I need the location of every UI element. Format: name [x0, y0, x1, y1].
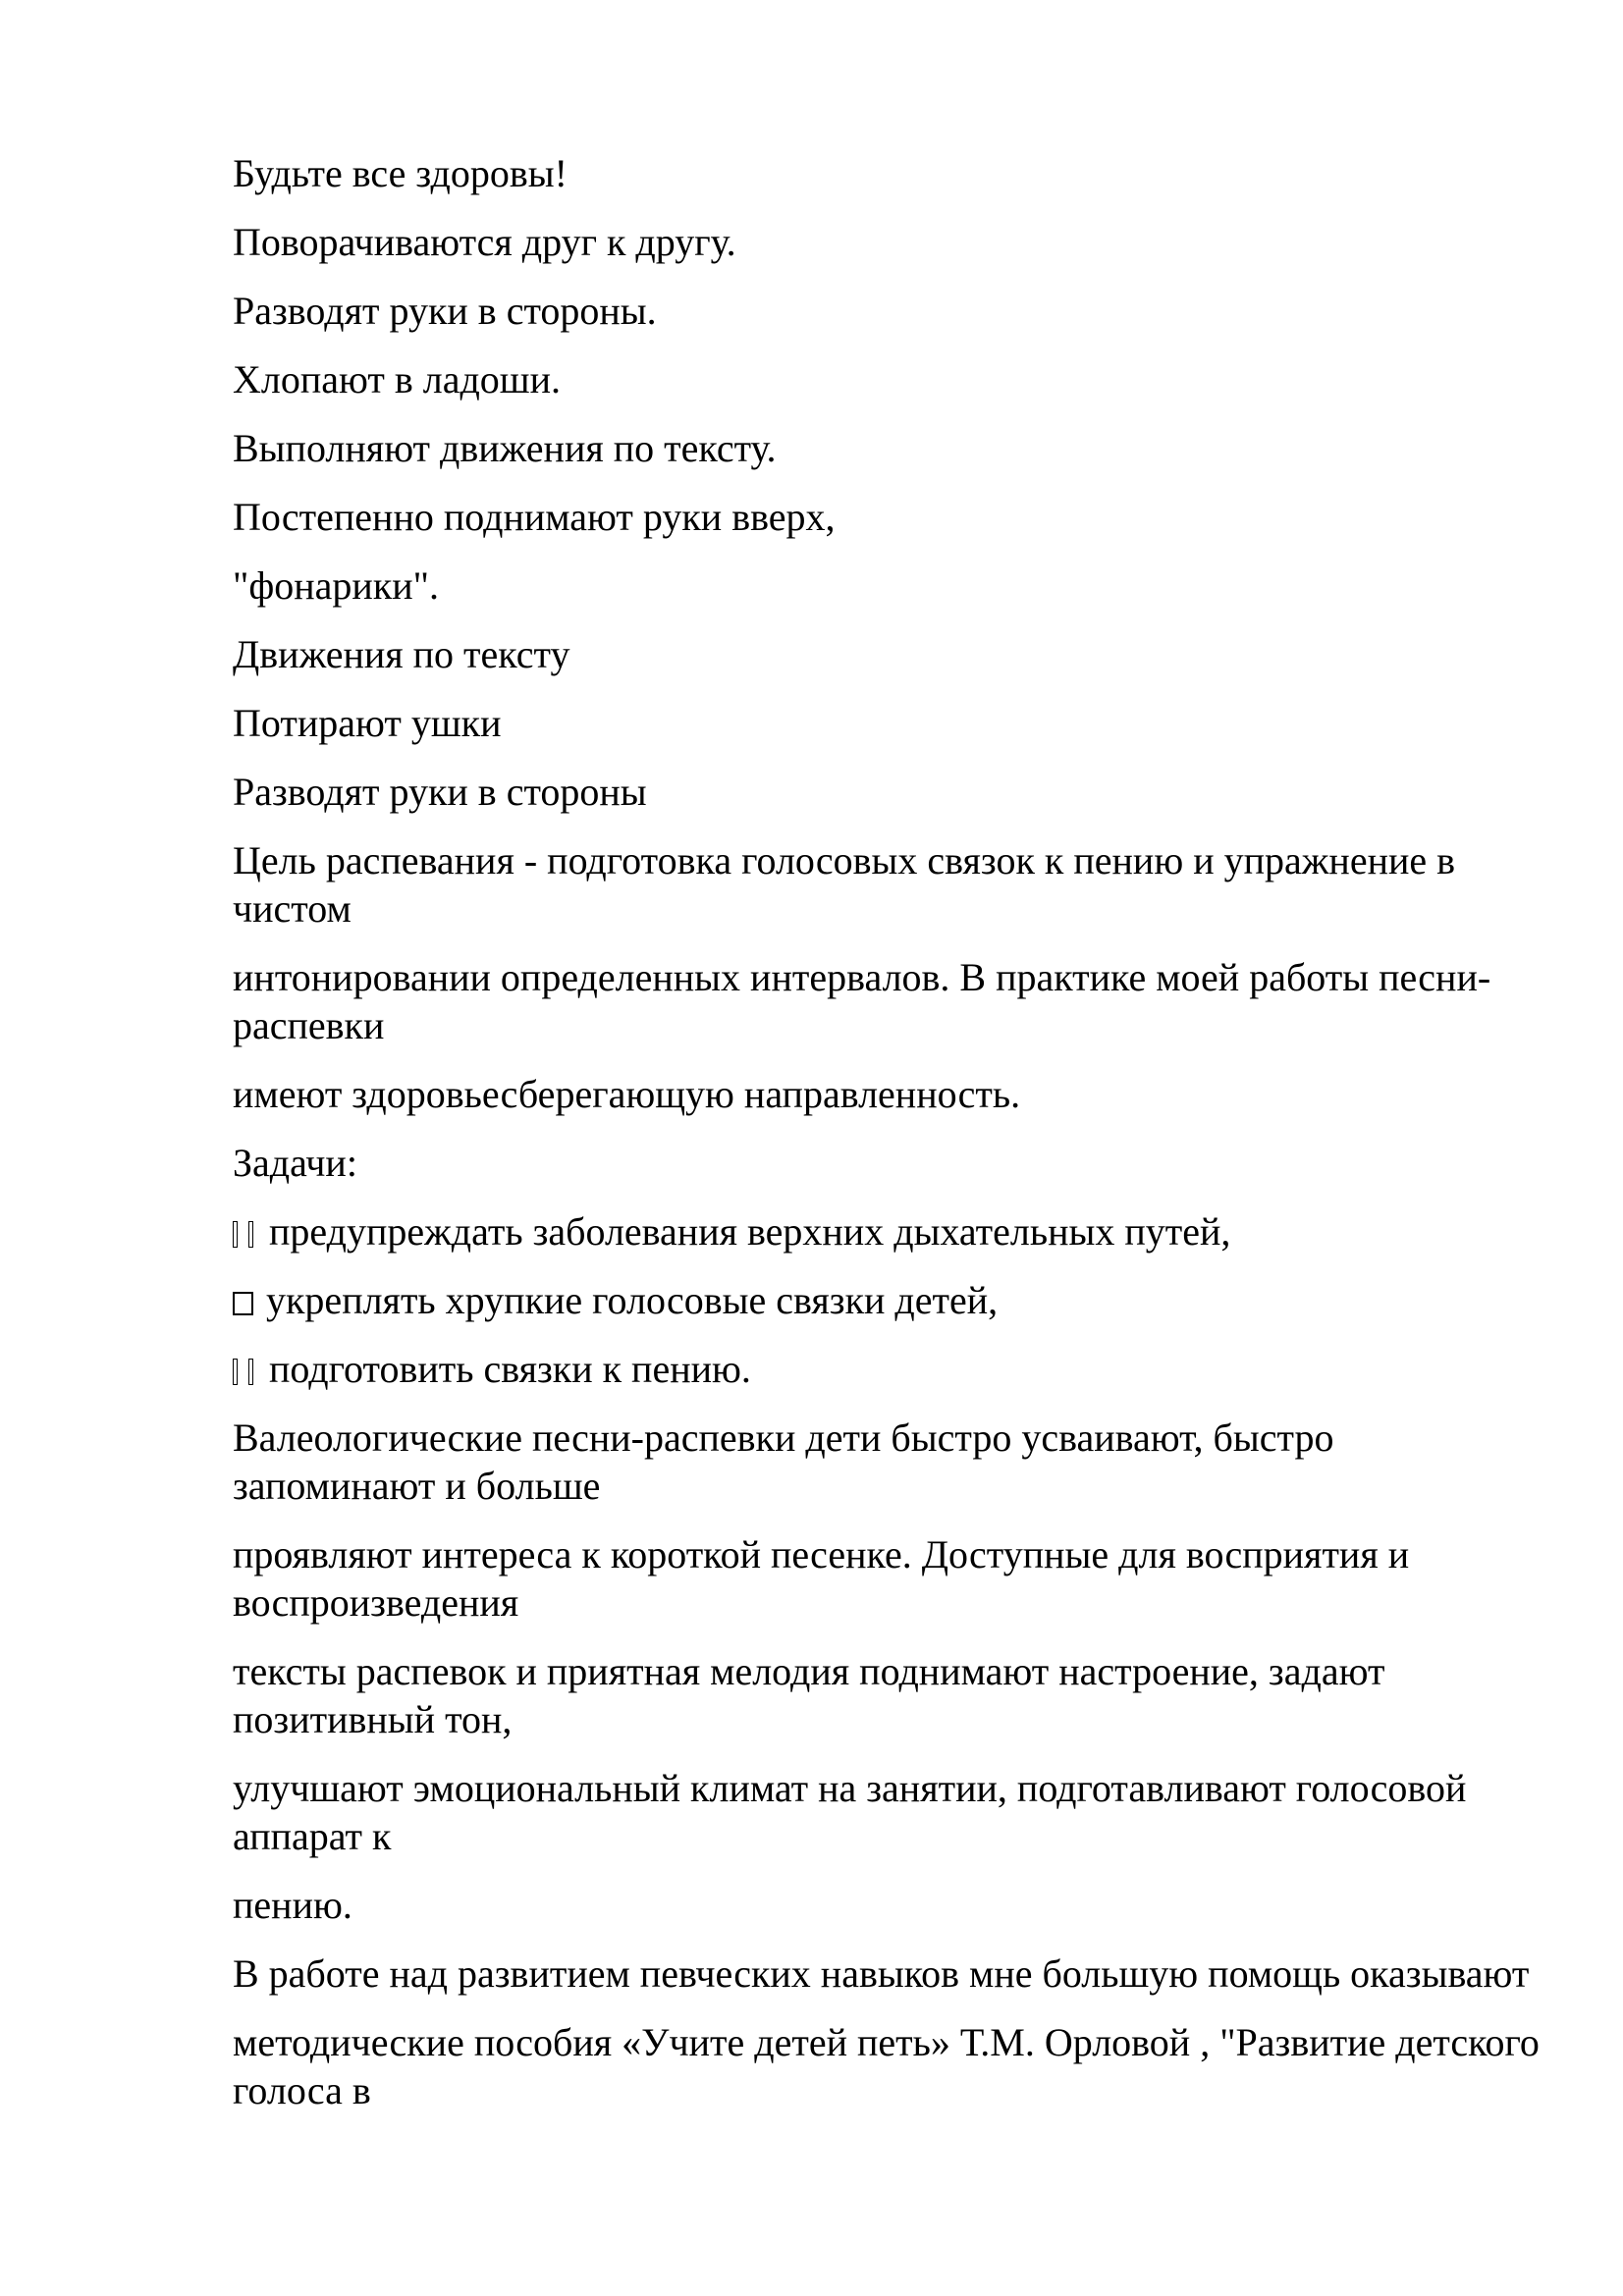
- text-line: [233, 1276, 1509, 1324]
- line-text: Разводят руки в стороны: [233, 770, 647, 814]
- line-text: укреплять хрупкие голосовые связки детей,: [266, 1278, 999, 1322]
- line-text: Постепенно поднимают руки вверх,: [233, 495, 836, 539]
- line-text: Валеологические песни-распевки дети быстро усваивают, быстро: [233, 1415, 1334, 1460]
- paragraph: [233, 1345, 1509, 1393]
- line-text: Цель распевания - подготовка голосовых связок к пению и упражнение в: [233, 838, 1456, 882]
- text-line: [233, 1812, 1509, 1860]
- line-text: запоминают и больше: [233, 1464, 601, 1508]
- paragraph: [233, 493, 1509, 541]
- line-text: Движения по тексту: [233, 632, 570, 676]
- line-text: имеют здоровьесберегающую направленность.: [233, 1072, 1021, 1116]
- paragraph: [233, 355, 1509, 403]
- narrow-tofu-box-icon: [248, 1359, 253, 1385]
- paragraph: [233, 1949, 1530, 1998]
- text-line: [233, 1070, 1509, 1118]
- text-line: [233, 355, 1509, 403]
- paragraph: [233, 1414, 1509, 1510]
- text-line: [233, 1530, 1509, 1578]
- line-text: Разводят руки в стороны.: [233, 289, 657, 333]
- paragraph: [233, 836, 1509, 933]
- paragraph: [233, 1647, 1509, 1743]
- paragraph: [233, 1276, 1509, 1324]
- line-text: проявляют интереса к короткой песенке. Доступные для восприятия и: [233, 1532, 1410, 1576]
- text-line: [233, 2066, 1509, 2114]
- line-text: улучшают эмоциональный климат на занятии, подготавливают голосовой: [233, 1766, 1467, 1810]
- text-line: [233, 1207, 1509, 1255]
- text-line: [233, 1949, 1530, 1998]
- paragraph: [233, 424, 1509, 472]
- line-text: Хлопают в ладоши.: [233, 357, 562, 401]
- text-line: [233, 1695, 1509, 1743]
- text-line: [233, 953, 1509, 1001]
- text-line: [233, 1578, 1509, 1627]
- line-text: воспроизведения: [233, 1580, 519, 1625]
- paragraph: [233, 1139, 1509, 1187]
- line-text: пению.: [233, 1883, 352, 1927]
- text-line: [233, 884, 1509, 933]
- line-text: позитивный тон,: [233, 1697, 513, 1741]
- line-text: интонировании определенных интервалов. В практике моей работы песни-: [233, 955, 1491, 999]
- text-line: [233, 1647, 1509, 1695]
- paragraph: [233, 630, 1509, 678]
- line-text: подготовить связки к пению.: [269, 1347, 751, 1391]
- paragraph: [233, 768, 1509, 816]
- narrow-tofu-box-icon: [248, 1221, 253, 1248]
- text-line: [233, 218, 1509, 266]
- document-page: [233, 149, 1540, 2135]
- paragraph: [233, 1530, 1509, 1627]
- line-text: аппарат к: [233, 1814, 392, 1858]
- text-line: [233, 2018, 1540, 2066]
- line-text: распевки: [233, 1003, 385, 1047]
- text-line: [233, 1001, 1509, 1049]
- narrow-tofu-box-icon: [233, 1359, 238, 1385]
- text-line: [233, 836, 1509, 884]
- text-line: [233, 1139, 1509, 1187]
- line-text: методические пособия «Учите детей петь» Т.М. Орловой , "Развитие детского: [233, 2020, 1540, 2064]
- square-tofu-box-icon: [233, 1292, 253, 1315]
- text-line: [233, 1345, 1509, 1393]
- line-text: Выполняют движения по тексту.: [233, 426, 777, 470]
- text-line: [233, 699, 1509, 747]
- text-line: [233, 287, 1509, 335]
- paragraph: [233, 1207, 1509, 1255]
- line-text: Будьте все здоровы!: [233, 151, 568, 195]
- text-line: [233, 149, 1509, 197]
- paragraph: [233, 149, 1509, 197]
- line-text: тексты распевок и приятная мелодия поднимают настроение, задают: [233, 1649, 1385, 1693]
- line-text: голоса в: [233, 2068, 371, 2112]
- paragraph: [233, 699, 1509, 747]
- paragraph: [233, 287, 1509, 335]
- text-line: [233, 1462, 1509, 1510]
- line-text: В работе над развитием певческих навыков мне большую помощь оказывают: [233, 1951, 1530, 1996]
- paragraph: [233, 1070, 1509, 1118]
- paragraph: [233, 1764, 1509, 1860]
- line-text: Задачи:: [233, 1141, 357, 1185]
- text-line: [233, 561, 1509, 610]
- paragraph: [233, 2018, 1540, 2114]
- paragraph: [233, 218, 1509, 266]
- line-text: Потирают ушки: [233, 701, 502, 745]
- paragraph: [233, 953, 1509, 1049]
- text-line: [233, 1764, 1509, 1812]
- text-line: [233, 768, 1509, 816]
- text-line: [233, 1881, 1509, 1929]
- line-text: Поворачиваются друг к другу.: [233, 220, 736, 264]
- paragraph: [233, 561, 1509, 610]
- line-text: "фонарики".: [233, 563, 439, 608]
- text-line: [233, 424, 1509, 472]
- text-line: [233, 493, 1509, 541]
- line-text: чистом: [233, 886, 352, 931]
- paragraph: [233, 1881, 1509, 1929]
- narrow-tofu-box-icon: [233, 1221, 238, 1248]
- text-line: [233, 630, 1509, 678]
- text-line: [233, 1414, 1509, 1462]
- line-text: предупреждать заболевания верхних дыхательных путей,: [269, 1209, 1231, 1254]
